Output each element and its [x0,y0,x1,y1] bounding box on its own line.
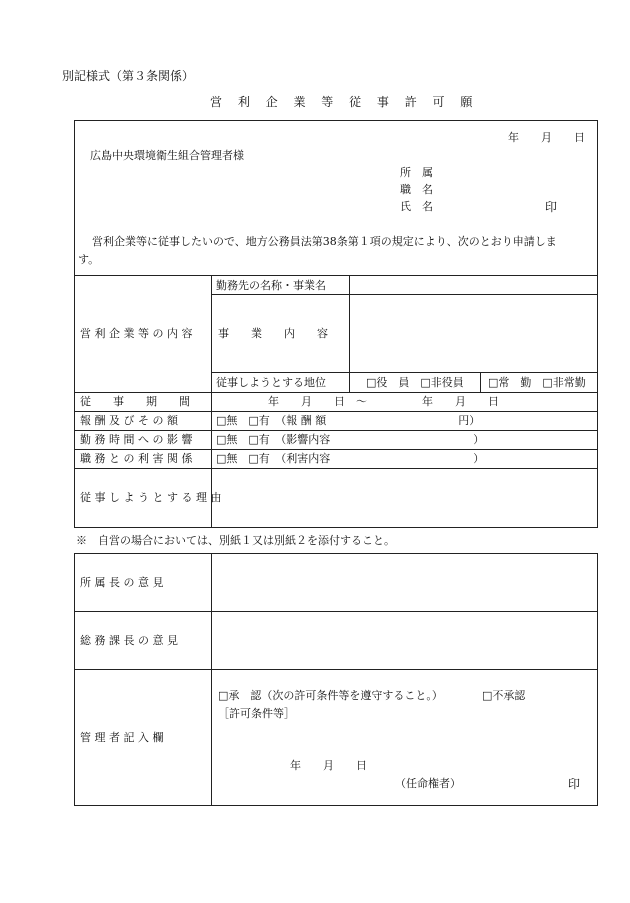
application-date[interactable]: 年 月 日 [508,131,585,144]
hours-row-line [74,430,598,431]
addressee: 広島中央環境衛生組合管理者様 [90,149,244,162]
sublabel-column-line [349,275,350,392]
reason-field[interactable] [213,470,596,526]
reject-checkbox[interactable]: □不承認 [482,689,526,702]
employer-field[interactable] [351,277,595,292]
reason-label: 従 事 し よ う と す る 理 由 [80,491,222,504]
pay-row-line [74,411,598,412]
statement-line-2: す。 [78,253,100,266]
business-field[interactable] [351,296,595,370]
reason-row-line [74,468,598,469]
affiliation-label: 所 属 [400,166,433,179]
interest-field[interactable]: □無 □有 （利害内容 ） [216,452,485,465]
seal-mark: 印 [545,200,558,214]
business-label: 事 業 内 容 [218,327,328,340]
period-row-line [74,392,598,393]
pay-field[interactable]: □無 □有 （報 酬 額 円） [216,414,481,427]
self-employment-note: ※ 自営の場合においては、別紙１又は別紙２を添付すること。 [76,534,395,547]
role-checkboxes[interactable]: □役 員 □非役員 [366,376,464,389]
table-top-line [74,275,598,276]
chief-opinion-field[interactable] [213,555,596,609]
details-section-label: 営 利 企 業 等 の 内 容 [80,327,193,340]
general-affairs-opinion-field[interactable] [213,613,596,667]
appointer-seal: 印 [568,777,581,791]
chief-opinion-label: 所 属 長 の 意 見 [80,576,164,589]
form-title: 営 利 企 業 等 従 事 許 可 願 [210,95,479,109]
interest-row-line [74,449,598,450]
statement-line-1: 営利企業等に従事したいので、地方公務員法第38条第１項の規定により、次のとおり申請しま [92,235,557,248]
hours-field[interactable]: □無 □有 （影響内容 ） [216,433,485,446]
interest-label: 職 務 と の 利 害 関 係 [80,452,193,465]
form-reference: 別記様式（第３条関係） [62,69,195,83]
business-row-line [211,372,598,373]
work-type-line [480,372,481,392]
period-field[interactable]: 年 月 日 〜 年 月 日 [268,395,499,408]
approval-date[interactable]: 年 月 日 [290,759,367,772]
employer-label: 勤務先の名称・事業名 [216,279,326,292]
appointer-label: （任命権者） [395,777,461,790]
work-type-checkboxes[interactable]: □常 勤 □非常勤 [488,376,586,389]
position-label: 職 名 [400,183,433,196]
approve-checkbox[interactable]: □承 認（次の許可条件等を遵守すること。） [218,689,443,702]
administrator-label: 管 理 者 記 入 欄 [80,731,164,744]
pay-label: 報 酬 及 び そ の 額 [80,414,178,427]
employer-row-line [211,294,598,295]
conditions-label: ［許可条件等］ [218,707,295,720]
intended-position-label: 従事しようとする地位 [216,376,326,389]
hours-label: 勤 務 時 間 へ の 影 響 [80,433,193,446]
period-label: 従 事 期 間 [80,395,190,408]
name-label: 氏 名 [400,200,433,213]
general-affairs-row-line [74,669,598,670]
chief-row-line [74,611,598,612]
general-affairs-opinion-label: 総 務 課 長 の 意 見 [80,634,178,647]
approval-label-column-line [211,553,212,806]
